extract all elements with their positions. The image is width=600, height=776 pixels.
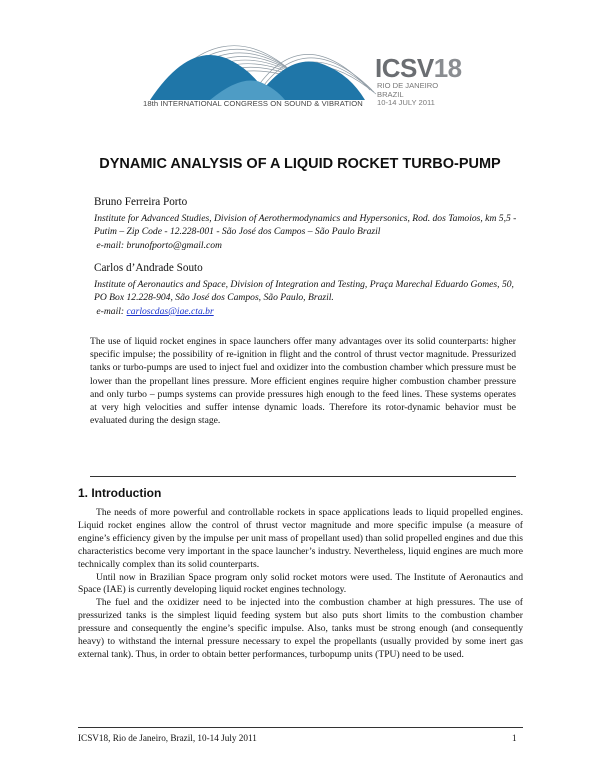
section-heading: 1. Introduction	[78, 486, 162, 500]
conference-logo	[150, 20, 380, 100]
conference-banner: 18th INTERNATIONAL CONGRESS ON SOUND & VIBRATION	[143, 99, 363, 108]
conference-location	[377, 82, 438, 108]
author-affiliation: Institute of Aeronautics and Space, Division of Integration and Testing, Praça Marechal Eduardo Gomes, 50, PO Box 12.228-904, São José dos Campos, São Paulo, Brazil. e-mail: carloscdas@iae.cta.br	[94, 279, 514, 317]
author-affiliation: Institute for Advanced Studies, Division of Aerothermodynamics and Hypersonics, Rod. dos Tamoios, km 5,5 - Putim – Zip Code - 12.228-001 - São José dos Campos – São Paulo Brazil e-mail: brunofporto@gmail.com	[94, 213, 517, 251]
paragraph: Until now in Brazilian Space program only solid rocket motors were used. The Institute of Aeronautics and Space (IAE) is currently developing liquid rocket engines technology.	[78, 571, 523, 596]
page-number: 1	[512, 733, 517, 743]
footer-text: ICSV18, Rio de Janeiro, Brazil, 10-14 July 2011	[78, 733, 257, 743]
paper-title: DYNAMIC ANALYSIS OF A LIQUID ROCKET TURBO-PUMP	[99, 156, 501, 172]
author-email-link[interactable]: carloscdas@iae.cta.br	[126, 305, 214, 317]
paragraph: The needs of more powerful and controllable rockets in space applications leads to liquid propelled engines. Liquid rocket engines allow the control of thrust vector magnitude and more specific impulse (a measure of engine’s efficiency given by the impulse per unit mass of propellant used) than solid propelled engines and due this characteristics become very important in the space launcher’s industry. Nevertheless, liquid engines are much more technically complex than its solid counterparts.	[78, 507, 523, 570]
author-name: Bruno Ferreira Porto	[94, 196, 188, 208]
icsv-logo-text: ICSV18	[375, 53, 462, 83]
author-name: Carlos d’Andrade Souto	[94, 262, 203, 274]
section-body	[78, 507, 523, 662]
abstract-divider	[90, 476, 516, 477]
abstract: The use of liquid rocket engines in space launchers offer many advantages over its solid counterparts: higher specific impulse; the possibility of re-ignition in flight and the control of thrust vector magnitude. Pressurized tanks or turbo-pumps are used to inject fuel and oxidizer into the combustion chamber which pressure must be lower than the propellant lines pressure. More efficient engines require higher combustion chamber pressure and only turbo – pumps systems can provide pressures high enough to the feed lines. These systems operates at very high velocities and suffer intense dynamic loads. Therefore its rotor-dynamic behavior must be evaluated during the design stage.	[90, 336, 516, 427]
location-line: BRAZIL	[377, 89, 404, 99]
location-line: RIO DE JANEIRO	[377, 81, 439, 90]
author-email: brunofporto@gmail.com	[126, 239, 222, 251]
paragraph: The fuel and the oxidizer need to be injected into the combustion chamber at high pressures. The use of pressurized tanks is the simplest liquid feeding system but also puts short limits to the combustion chamber pressure and consequently the engine’s specific impulse. Also, tanks must be strong enough (and consequently heavy) to withstand the internal pressure necessary to expel the propellants (usually provided by some inert gas external tank). Thus, in order to obtain better performances, turbopump units (TPU) need to be used.	[78, 597, 523, 660]
location-line: 10-14 JULY 2011	[377, 98, 435, 108]
footer-divider	[78, 727, 523, 728]
